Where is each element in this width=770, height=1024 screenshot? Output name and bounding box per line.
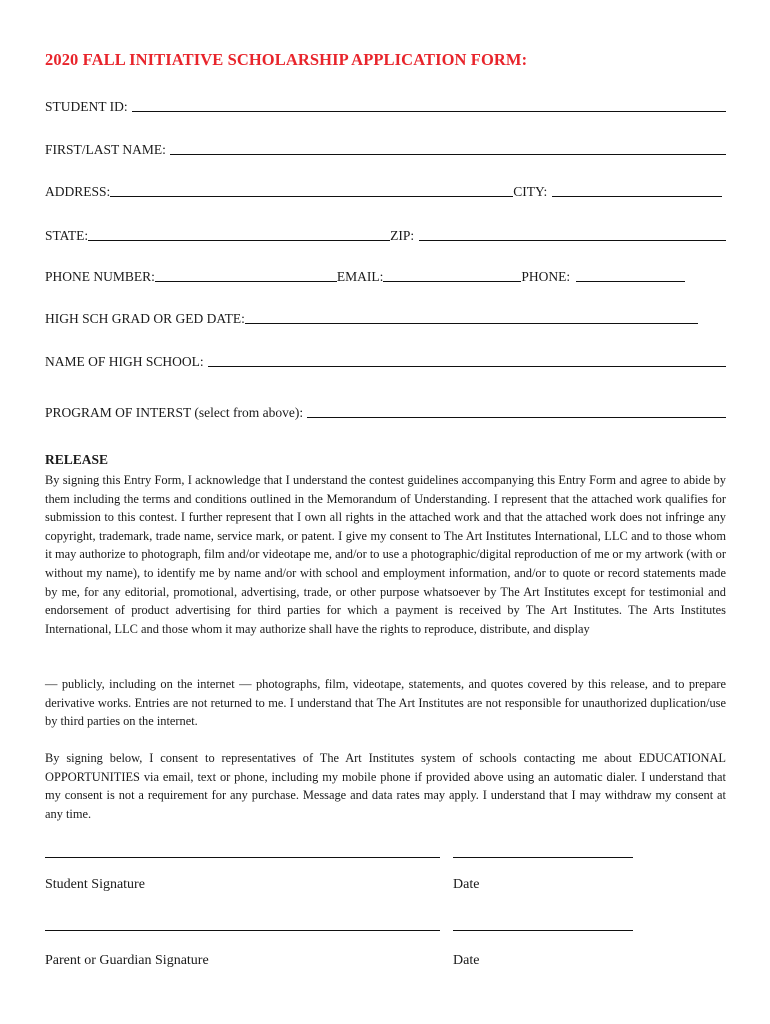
release-paragraph: By signing this Entry Form, I acknowledge that I understand the contest guidelines accompanying this Entry Form and agree to abide by them including the terms and conditions outlined in the Memorandum of Understanding. I represent that the attached work qualifies for submission to this contest. I further represent that I own all rights in the attached work and that the attached work does not infringe any copyright, trademark, trade name, service mark, or patent. I give my consent to The Art Institutes International, LLC and to those whom it may authorize to photograph, film and/or videotape me, and/or to use a photographic/digital reproduction of me or my artwork (with or without my name), to identify me by name and/or with school and employment information, and/or to quote or record statements made by me, for any editorial, promotional, advertising, trade, or other purpose whatsoever by The Art Institutes except for testimonial and endorsement of product advertising for third parties for which a payment is received by The Art Institutes. The Arts Institutes International, LLC and those whom it may authorize shall have the rights to reproduce, distribute, and display xyxy=(45,473,726,636)
contact-row xyxy=(45,265,685,285)
state-input-line[interactable] xyxy=(88,226,390,241)
student-id-input-line[interactable] xyxy=(132,97,726,112)
email-input-line[interactable] xyxy=(383,267,521,282)
program-input-line[interactable] xyxy=(307,403,726,418)
grad-date-input-line[interactable] xyxy=(245,309,698,324)
high-school-label: NAME OF HIGH SCHOOL: xyxy=(45,354,204,369)
state-row xyxy=(45,224,726,244)
program-row xyxy=(45,401,726,421)
name-input-line[interactable] xyxy=(170,140,726,155)
student-date-label: Date xyxy=(453,877,480,892)
student-date-line[interactable] xyxy=(453,857,633,858)
zip-label: ZIP: xyxy=(390,228,415,243)
release-paragraph-continued: — publicly, including on the internet — photographs, film, videotape, statements, and quotes covered by this release, and to prepare derivative works. Entries are not returned to me. I understand that The Art Institutes are not responsible for unauthorized duplication/use by third parties on the internet. xyxy=(45,677,726,729)
parent-signature-label: Parent or Guardian Signature xyxy=(45,953,209,968)
high-school-row xyxy=(45,350,726,370)
student-signature-line[interactable] xyxy=(45,857,440,858)
phone-input-line[interactable] xyxy=(576,267,685,282)
address-row xyxy=(45,180,722,200)
parent-date-label: Date xyxy=(453,953,480,968)
phone-number-label: PHONE NUMBER: xyxy=(45,269,155,284)
form-title: 2020 FALL INITIATIVE SCHOLARSHIP APPLICATION FORM: xyxy=(45,50,528,69)
phone-number-input-line[interactable] xyxy=(155,267,337,282)
address-input-line[interactable] xyxy=(110,182,513,197)
release-heading: RELEASE xyxy=(45,452,109,467)
city-label: CITY: xyxy=(513,184,548,199)
grad-date-row xyxy=(45,307,698,327)
parent-signature-line[interactable] xyxy=(45,930,440,931)
city-input-line[interactable] xyxy=(552,182,722,197)
high-school-input-line[interactable] xyxy=(208,352,726,367)
parent-date-line[interactable] xyxy=(453,930,633,931)
student-id-row xyxy=(45,95,726,115)
name-label: FIRST/LAST NAME: xyxy=(45,142,166,157)
address-label: ADDRESS: xyxy=(45,184,111,199)
program-label: PROGRAM OF INTERST (select from above): xyxy=(45,405,304,420)
email-label: EMAIL: xyxy=(336,269,384,284)
grad-date-label: HIGH SCH GRAD OR GED DATE: xyxy=(45,311,245,326)
student-signature-label: Student Signature xyxy=(45,877,145,892)
consent-paragraph: By signing below, I consent to representatives of The Art Institutes system of schools contacting me about EDUCATIONAL OPPORTUNITIES via email, text or phone, including my mobile phone if provided above using an automatic dialer. I understand that my consent is not a requirement for any purchase. Message and data rates may apply. I understand that I may withdraw my consent at any time. xyxy=(45,751,726,821)
zip-input-line[interactable] xyxy=(419,226,726,241)
state-label: STATE: xyxy=(45,228,89,243)
phone-label: PHONE: xyxy=(521,269,571,284)
student-id-label: STUDENT ID: xyxy=(45,99,128,114)
name-row xyxy=(45,138,726,158)
